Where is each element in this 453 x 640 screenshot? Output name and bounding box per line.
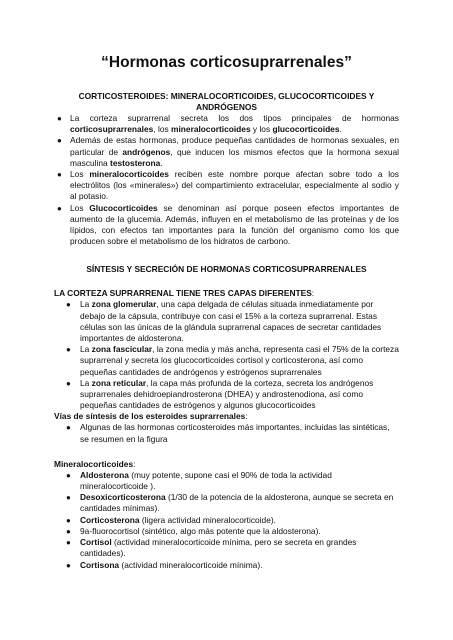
bold-term: Glucocorticoides [89, 202, 158, 213]
capas-list [54, 299, 399, 411]
text: , la capa más profunda de la corteza, secreta los andrógenos suprarrenales dehidroepiandrosterona (DHEA) y androstenodiona, así como pequeñas cantidades de estrógenos y algunos glucocorticoides [80, 377, 374, 411]
text: (1/30 de la potencia de la aldosterona, aunque se secreta en cantidades mínimas). [80, 492, 394, 514]
list-item [54, 344, 399, 378]
heading-text: LA CORTEZA SUPRARRENAL TIENE TRES CAPAS DIFERENTES [54, 288, 312, 299]
bold-term: zona reticular [91, 377, 147, 388]
text: (actividad mineralocorticoide mínima, pero se secreta en grandes cantidades). [80, 537, 357, 559]
heading-text: Mineralocorticoides [54, 458, 134, 469]
bullet-icon: ● [57, 203, 62, 213]
text: Algunas de las hormonas corticosteroides más importantes, incluidas las sintéticas, se resumen en la figura [80, 422, 390, 444]
list-item [54, 203, 399, 248]
bold-term: Desoxicorticosterona [80, 492, 166, 503]
list-item [54, 537, 399, 559]
bullet-icon: ● [66, 470, 71, 480]
text: reciben este nombre porque afectan sobre todo a los electrólitos (los «minerales») del compartimiento extracelular, especialmente al sodio y al potasio. [70, 169, 399, 202]
bullet-icon: ● [66, 560, 71, 570]
text: (ligera actividad mineralocorticoide). [139, 514, 276, 525]
bold-term: corticosuprarrenales [70, 124, 154, 135]
list-item [54, 169, 399, 203]
mineralocorticoides-list [54, 470, 399, 571]
vias-list [54, 422, 399, 444]
bold-term: Cortisona [80, 559, 120, 570]
text: , los [153, 124, 172, 135]
list-item [54, 135, 399, 169]
list-item [54, 470, 399, 492]
colon: : [311, 288, 315, 299]
text: La [80, 377, 92, 388]
bullet-icon: ● [66, 526, 71, 536]
bullet-icon: ● [57, 136, 62, 146]
bullet-icon: ● [66, 345, 71, 355]
bullet-icon: ● [66, 538, 71, 548]
document-title: “Hormonas corticosuprarrenales” [101, 54, 352, 71]
text: Además de estas hormonas, produce pequeñas cantidades de hormonas sexuales, en particular de [70, 135, 399, 157]
bold-term: Aldosterona [80, 469, 129, 480]
bold-term: Cortisol [80, 537, 112, 548]
text: (actividad mineralocorticoide mínima). [119, 559, 263, 570]
colon: : [133, 458, 136, 469]
bullet-icon: ● [66, 378, 71, 388]
bullet-icon: ● [66, 423, 71, 433]
bold-term: Corticosterona [80, 514, 140, 525]
text: y los [250, 124, 273, 135]
bold-term: andrógenos [122, 146, 171, 157]
bullet-icon: ● [57, 170, 62, 180]
text: (muy potente, supone casi el 90% de toda la actividad mineralocorticoide ). [80, 469, 332, 492]
corticosteroides-list [54, 113, 399, 247]
text: , una capa delgada de células situada inmediatamente por debajo de la cápsula, contribuye con casi el 15% a la corteza suprarrenal. Estas células son las únicas de la glándula suprarrenal capaces de secretar cantidades importantes de aldosterona. [80, 299, 382, 344]
bold-term: mineralocorticoides [171, 124, 251, 135]
text: La corteza suprarrenal secreta los dos tipos principales de hormonas [70, 113, 399, 123]
bullet-icon: ● [57, 114, 62, 123]
list-item [54, 515, 399, 526]
bold-term: zona glomerular [91, 299, 157, 310]
bullet-icon: ● [66, 493, 71, 503]
section-heading-corticosteroides [54, 91, 399, 113]
list-item [54, 526, 399, 537]
colon: : [245, 411, 248, 422]
section-heading-line: ANDRÓGENOS [196, 102, 257, 112]
text: La [80, 299, 92, 310]
bullet-icon: ● [66, 515, 71, 525]
bold-term: testosterona [110, 157, 161, 168]
section-heading-sintesis: SÍNTESIS Y SECRECIÓN DE HORMONAS CORTICOSUPRARRENALES [86, 264, 367, 275]
section-heading-line: CORTICOSTEROIDES: MINERALOCORTICOIDES, GLUCOCORTICOIDES Y [78, 91, 375, 101]
list-item [54, 378, 399, 412]
capas-heading [54, 288, 399, 299]
bullet-icon: ● [66, 300, 71, 310]
text: 9a-fluorocortisol (sintético, algo más potente que la aldosterona). [80, 525, 321, 536]
list-item [54, 422, 399, 444]
text: , la zona media y más ancha, representa casi el 75% de la corteza suprarrenal y secreta los glucocorticoides cortisol y corticosterona, así como pequeñas cantidades de andrógenos y estrógenos suprarrenales [80, 344, 399, 377]
list-item [54, 560, 399, 571]
list-item [54, 113, 399, 135]
text: . [160, 157, 163, 168]
list-item [54, 492, 399, 514]
text: se denominan así porque poseen efectos importantes de aumento de la glucemia. Además, influyen en el metabolismo de las proteínas y de los lípidos, con efectos tan importantes para la función del organismo como los que producen sobre el metabolismo de los hidratos de carbono. [70, 202, 399, 247]
bold-term: zona fascicular [91, 344, 153, 355]
list-item [54, 299, 399, 344]
mineralocorticoides-heading [54, 459, 399, 470]
vias-heading [54, 411, 399, 422]
text: , que inducen los mismos efectos que la hormona sexual masculina [70, 146, 399, 168]
text: La [80, 344, 92, 355]
heading-text: Vías de síntesis de los esteroides suprarrenales [54, 411, 246, 422]
text: . [339, 124, 342, 135]
bold-term: glucocorticoides [272, 124, 340, 135]
text: Los [70, 202, 90, 213]
text: Los [70, 169, 90, 180]
bold-term: mineralocorticoides [89, 169, 169, 180]
